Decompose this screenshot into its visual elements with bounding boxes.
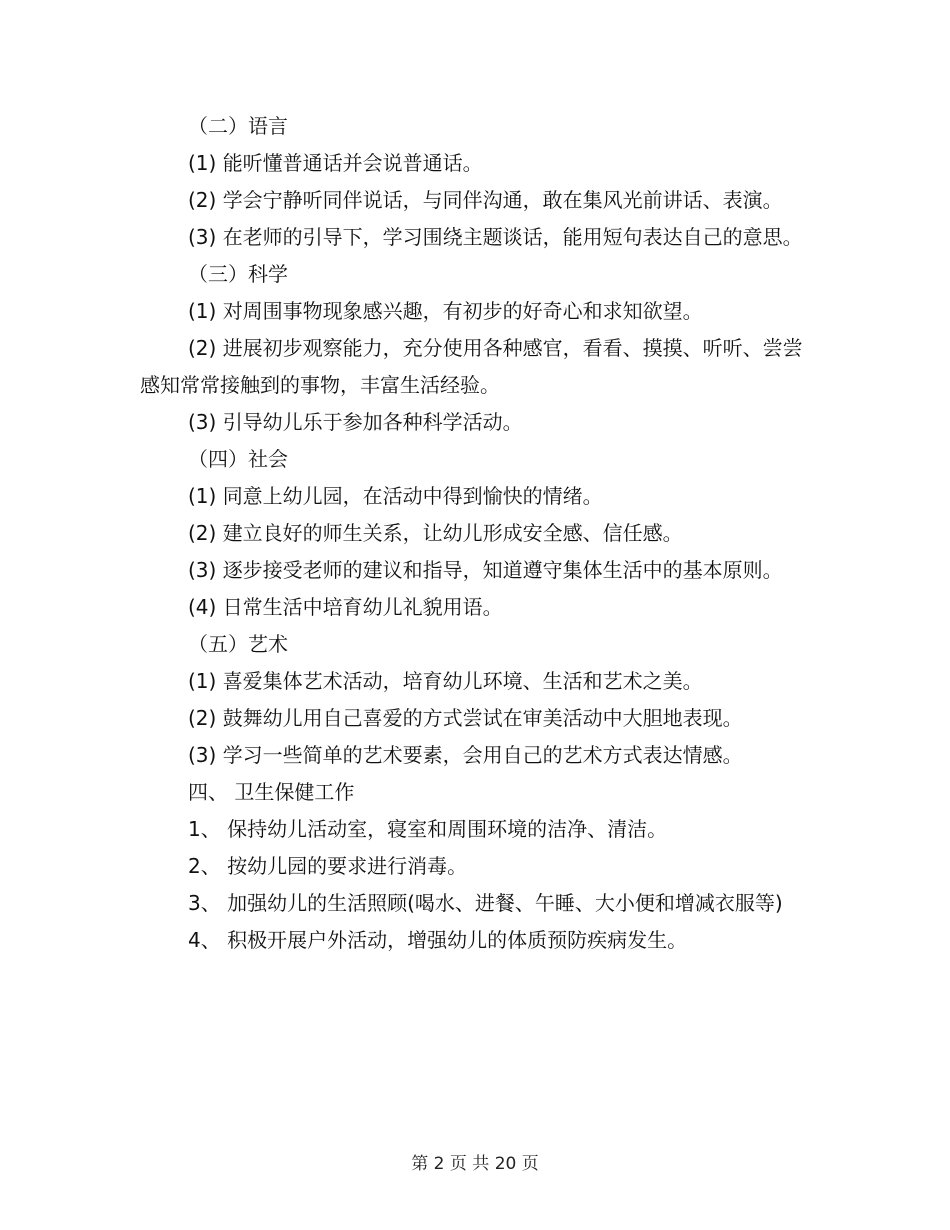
paragraph: (1) 同意上幼儿园，在活动中得到愉快的情绪。: [188, 484, 603, 508]
paragraph: 4、 积极开展户外活动，增强幼儿的体质预防疾病发生。: [188, 928, 688, 952]
page-number-footer: 第 2 页 共 20 页: [411, 1154, 539, 1174]
paragraph: (2) 学会宁静听同伴说话，与同伴沟通，敢在集风光前讲话、表演。: [188, 188, 783, 212]
section-heading-science: （三）科学: [188, 262, 288, 286]
paragraph: (1) 能听懂普通话并会说普通话。: [188, 151, 483, 175]
section-heading-art: （五）艺术: [188, 632, 288, 656]
paragraph: (2) 建立良好的师生关系，让幼儿形成安全感、信任感。: [188, 521, 683, 545]
paragraph: 2、 按幼儿园的要求进行消毒。: [188, 854, 468, 878]
paragraph: (1) 喜爱集体艺术活动，培育幼儿环境、生活和艺术之美。: [188, 669, 703, 693]
paragraph: (4) 日常生活中培育幼儿礼貌用语。: [188, 595, 503, 619]
paragraph: 1、 保持幼儿活动室，寝室和周围环境的洁净、清洁。: [188, 817, 668, 841]
paragraph: (3) 在老师的引导下，学习围绕主题谈话，能用短句表达自己的意思。: [188, 225, 803, 249]
paragraph: 3、 加强幼儿的生活照顾(喝水、进餐、午睡、大小便和增减衣服等): [188, 891, 783, 915]
section-heading-language: （二）语言: [188, 114, 288, 138]
document-body: [140, 108, 820, 959]
paragraph: (2) 进展初步观察能力，充分使用各种感官，看看、摸摸、听听、尝尝感知常常接触到的事物，丰富生活经验。: [140, 336, 803, 397]
paragraph: (1) 对周围事物现象感兴趣，有初步的好奇心和求知欲望。: [188, 299, 703, 323]
paragraph: (2) 鼓舞幼儿用自己喜爱的方式尝试在审美活动中大胆地表现。: [188, 706, 743, 730]
paragraph: (3) 学习一些简单的艺术要素，会用自己的艺术方式表达情感。: [188, 743, 743, 767]
section-heading-health: 四、 卫生保健工作: [188, 780, 355, 804]
section-heading-society: （四）社会: [188, 447, 288, 471]
paragraph: (3) 引导幼儿乐于参加各种科学活动。: [188, 410, 523, 434]
paragraph: (3) 逐步接受老师的建议和指导，知道遵守集体生活中的基本原则。: [188, 558, 783, 582]
